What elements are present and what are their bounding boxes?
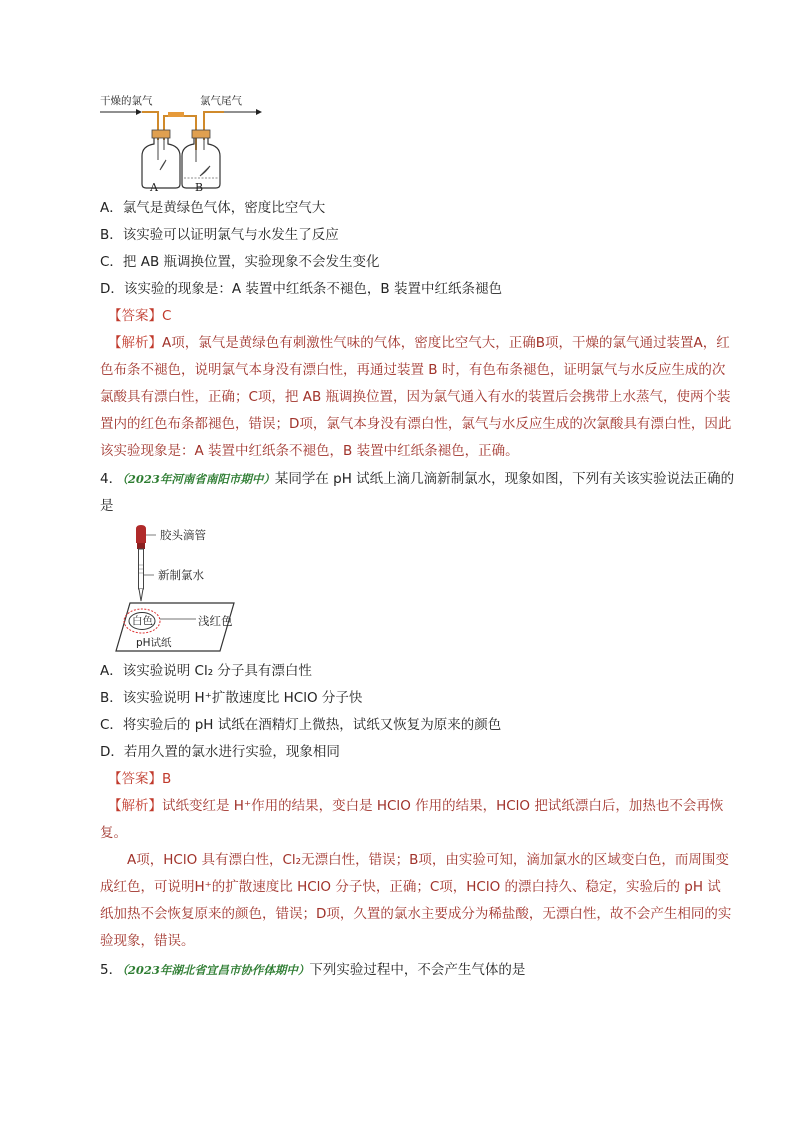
analysis-tag: 【解析】 [108,335,162,351]
q4-option-a: A．该实验说明 Cl₂ 分子具有漂白性 [100,663,312,679]
answer-value: C [162,308,172,324]
answer-tag: 【答案】 [108,771,162,787]
analysis-text: 试纸变红是 H⁺作用的结果，变白是 HClO 作用的结果，HClO 把试纸漂白后，加热也不会再恢复。 [100,798,724,841]
q3-answer [108,305,171,327]
figure-label-dropper: 胶头滴管 [160,528,206,542]
q4-analysis-2: A项，HClO 具有漂白性，Cl₂无漂白性，错误；B项，由实验可知，滴加氯水的区域变白色，而周围变成红色，可说明H⁺的扩散速度比 HClO 分子快，正确；C项，HClO 的漂白持久、稳定，实验后的 pH 试纸加热不会恢复原来的颜色，错误；D项，久置的氯水主要成分为稀盐酸，无漂白性，故不会产生相同的实验现象，错误。 [100,852,732,949]
q3-option-b: B．该实验可以证明氯气与水发生了反应 [100,227,339,243]
figure-label-dry-chlorine: 干燥的氯气 [100,95,153,107]
q3-option-a: A．氯气是黄绿色气体，密度比空气大 [100,200,326,216]
q3-analysis [100,330,732,465]
q4-answer [108,768,171,790]
question-source: （2023年湖北省宜昌市协作体期中） [122,963,310,977]
question-number: 5． [100,962,123,978]
analysis-text: A项，氯气是黄绿色有刺激性气味的气体，密度比空气大，正确B项，干燥的氯气通过装置A，红色布条不褪色，说明氯气本身没有漂白性，再通过装置 B 时，有色布条褪色，证明氯气与水反应生成的次氯酸具有漂白性，正确；C项，把 AB 瓶调换位置，因为氯气通入有水的装置后会携带上水蒸气，使两个装置内的红色布条都褪色，错误；D项，氯气本身没有漂白性，氯气与水反应生成的次氯酸具有漂白性，因此该实验现象是：A 装置中红纸条不褪色，B 装置中红纸条褪色，正确。 [100,335,732,459]
q4-option-d: D．若用久置的氯水进行实验，现象相同 [100,744,340,760]
q4-option-b: B．该实验说明 H⁺扩散速度比 HClO 分子快 [100,690,363,706]
figure-label-light-red: 浅红色 [198,614,233,628]
figure-label-bottle-a: A [150,181,158,194]
question-text: 某同学在 pH 试纸上滴几滴新制氯水，现象如图，下列有关该实验说法正确的是 [100,471,735,514]
q3-option-d: D．该实验的现象是：A 装置中红纸条不褪色，B 装置中红纸条褪色 [100,281,502,297]
analysis-tag: 【解析】 [108,798,162,814]
q4-analysis-1 [100,793,732,847]
question-number: 4． [100,471,123,487]
q4-option-c: C．将实验后的 pH 试纸在酒精灯上微热，试纸又恢复为原来的颜色 [100,717,502,733]
q3-option-c: C．把 AB 瓶调换位置，实验现象不会发生变化 [100,254,380,270]
figure-label-chlorine-water: 新制氯水 [158,568,204,582]
q4-stem [100,466,740,520]
answer-tag: 【答案】 [108,308,162,324]
figure-label-white: 白色 [132,615,153,627]
question-text: 下列实验过程中，不会产生气体的是 [309,962,526,978]
figure-label-ph-paper: pH试纸 [136,637,172,649]
answer-value: B [162,771,172,787]
q5-stem [100,957,740,984]
figure-label-tail-gas: 氯气尾气 [200,95,242,107]
figure-label-bottle-b: B [195,181,204,194]
gas-bottle-apparatus-figure [96,90,266,195]
question-source: （2023年河南省南阳市期中） [122,472,275,486]
